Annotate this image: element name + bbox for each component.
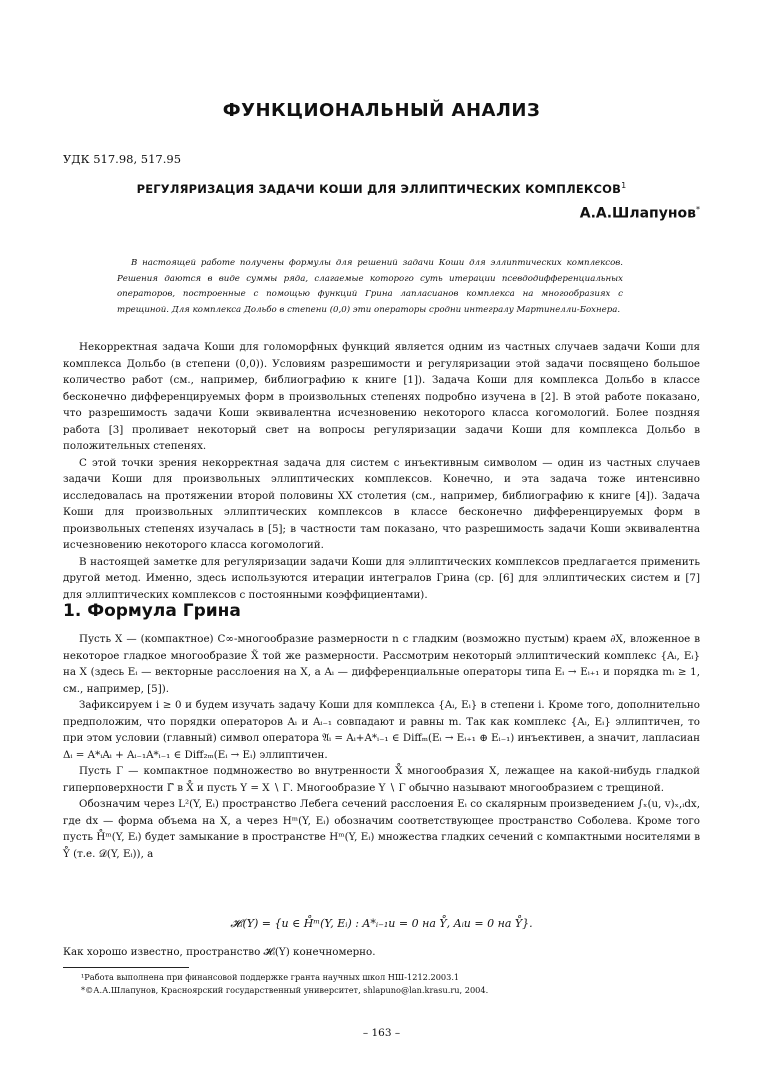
section-title: ФУНКЦИОНАЛЬНЫЙ АНАЛИЗ [222, 100, 541, 121]
author-name [580, 205, 700, 222]
formula-followup: Как хорошо известно, пространство 𝓗ᵢ(Y) конечномерно. [63, 946, 376, 958]
author-text: А.А.Шлапунов [579, 205, 696, 222]
footnote-funding: ¹Работа выполнена при финансовой поддержке гранта научных школ НШ-1212.2003.1 [81, 972, 460, 982]
section-paragraph: Пусть X — (компактное) C∞-многообразие размерности n с гладким (возможно пустым) краем ∂X, вложенное в некоторое гладкое многообразие X̃ той же размерности. Рассмотрим некоторый эллиптический комплекс {Aᵢ, Eᵢ} на X (здесь Eᵢ — векторные расслоения на X, а Aᵢ — дифференциальные операторы типа Eᵢ → Eᵢ₊₁ и порядка mᵢ ≥ 1, см., например, [5]). [63, 633, 700, 695]
intro-paragraph: С этой точки зрения некорректная задача для систем с инъективным символом — один из частных случаев задачи Коши для произвольных эллиптических комплексов. Конечно, и эта задача тоже интенсивно исследовалась на протяжении второй половины XX столетия (см., например, библиографию к книге [4]). Задача Коши для произвольных эллиптических комплексов в классе бесконечно дифференцируемых форм в произвольных степенях изучалась в [5]; в частности там показано, что разрешимость задачи Коши эквивалентна исчезновению некоторого класса когомологий. [63, 456, 700, 551]
article-title-text: РЕГУЛЯРИЗАЦИЯ ЗАДАЧИ КОШИ ДЛЯ ЭЛЛИПТИЧЕСКИХ КОМПЛЕКСОВ [136, 181, 622, 196]
udk-code: УДК 517.98, 517.95 [63, 152, 182, 166]
section-heading: 1. Формула Грина [63, 601, 241, 621]
article-title [63, 181, 700, 196]
section-paragraph: Обозначим через L²(Y, Eᵢ) пространство Лебега сечений расслоения Eᵢ со скалярным произведением ∫ₓ(u, v)ₓ,ᵢdx, где dx — форма объема на X, а через Hᵐ(Y, Eᵢ) обозначим соответствующее пространство Соболева. Кроме того пусть H̊ᵐ(Y, Eᵢ) будет замыкание в пространстве Hᵐ(Y, Eᵢ) множества гладких сечений с компактными носителями в Y̊ (т.е. 𝒟(Y, Eᵢ)), а [63, 798, 700, 860]
display-formula: 𝓗ᵢ(Y) = {u ∈ H̊ᵐ(Y, Eᵢ) : A*ᵢ₋₁u = 0 на Y̊, Aᵢu = 0 на Y̊}. [230, 917, 533, 930]
page-number: – 163 – [362, 1027, 401, 1039]
section-paragraph: Пусть Γ — компактное подмножество во внутренности X̊ многообразия X, лежащее на какой-нибудь гладкой гиперповерхности Γ̃ в X̊ и пусть Y = X ∖ Γ. Многообразие Y ∖ Γ обычно называют многообразием с трещиной. [63, 765, 700, 794]
footnote-divider [63, 967, 189, 968]
intro-paragraph: Некорректная задача Коши для голоморфных функций является одним из частных случаев задачи Коши для комплекса Дольбо (в степени (0,0)). Условиям разрешимости и регуляризации этой задачи посвящено большое количество работ (см., например, библиографию к книге [1]). Задача Коши для комплекса Дольбо в классе бесконечно дифференцируемых форм в произвольных степенях подробно изучена в [2]. В этой работе показано, что разрешимость задачи Коши эквивалентна исчезновению некоторого класса когомологий. Более поздняя работа [3] проливает некоторый свет на вопросы регуляризации задачи Коши для комплекса Дольбо в положительных степенях. [63, 341, 700, 452]
article-title-footnote-mark: 1 [621, 181, 627, 190]
introduction [63, 339, 700, 603]
section-paragraph: Зафиксируем i ≥ 0 и будем изучать задачу Коши для комплекса {Aᵢ, Eᵢ} в степени i. Кроме того, дополнительно предположим, что порядки операторов Aᵢ и Aᵢ₋₁ совпадают и равны m. Так как комплекс {Aᵢ, Eᵢ} эллиптичен, то при этом условии (главный) символ оператора 𝔄ᵢ = Aᵢ+A*ᵢ₋₁ ∈ Diffₘ(Eᵢ → Eᵢ₊₁ ⊕ Eᵢ₋₁) инъективен, а значит, лапласиан Δᵢ = A*ᵢAᵢ + Aᵢ₋₁A*ᵢ₋₁ ∈ Diff₂ₘ(Eᵢ → Eᵢ) эллиптичен. [63, 699, 701, 761]
footnote-copyright: *©А.А.Шлапунов, Красноярский государственный университет, shlapuno@lan.krasu.ru, 2004. [81, 985, 489, 995]
intro-paragraph: В настоящей заметке для регуляризации задачи Коши для эллиптических комплексов предлагается применить другой метод. Именно, здесь используются итерации интегралов Грина (ср. [6] для эллиптических систем и [7] для эллиптических комплексов с постоянными коэффициентами). [63, 555, 700, 601]
footnotes [63, 971, 700, 997]
section-body [63, 631, 700, 862]
abstract: В настоящей работе получены формулы для решений задачи Коши для эллиптических комплексов. Решения даются в виде суммы ряда, слагаемые которого суть итерации псевдодифференциальных операторов, построенные с помощью функций Грина лапласианов комплекса на многообразиях с трещиной. Для комплекса Дольбо в степени (0,0) эти операторы сродни интегралу Мартинелли-Бохнера. [117, 258, 623, 315]
author-footnote-mark: * [696, 205, 700, 214]
